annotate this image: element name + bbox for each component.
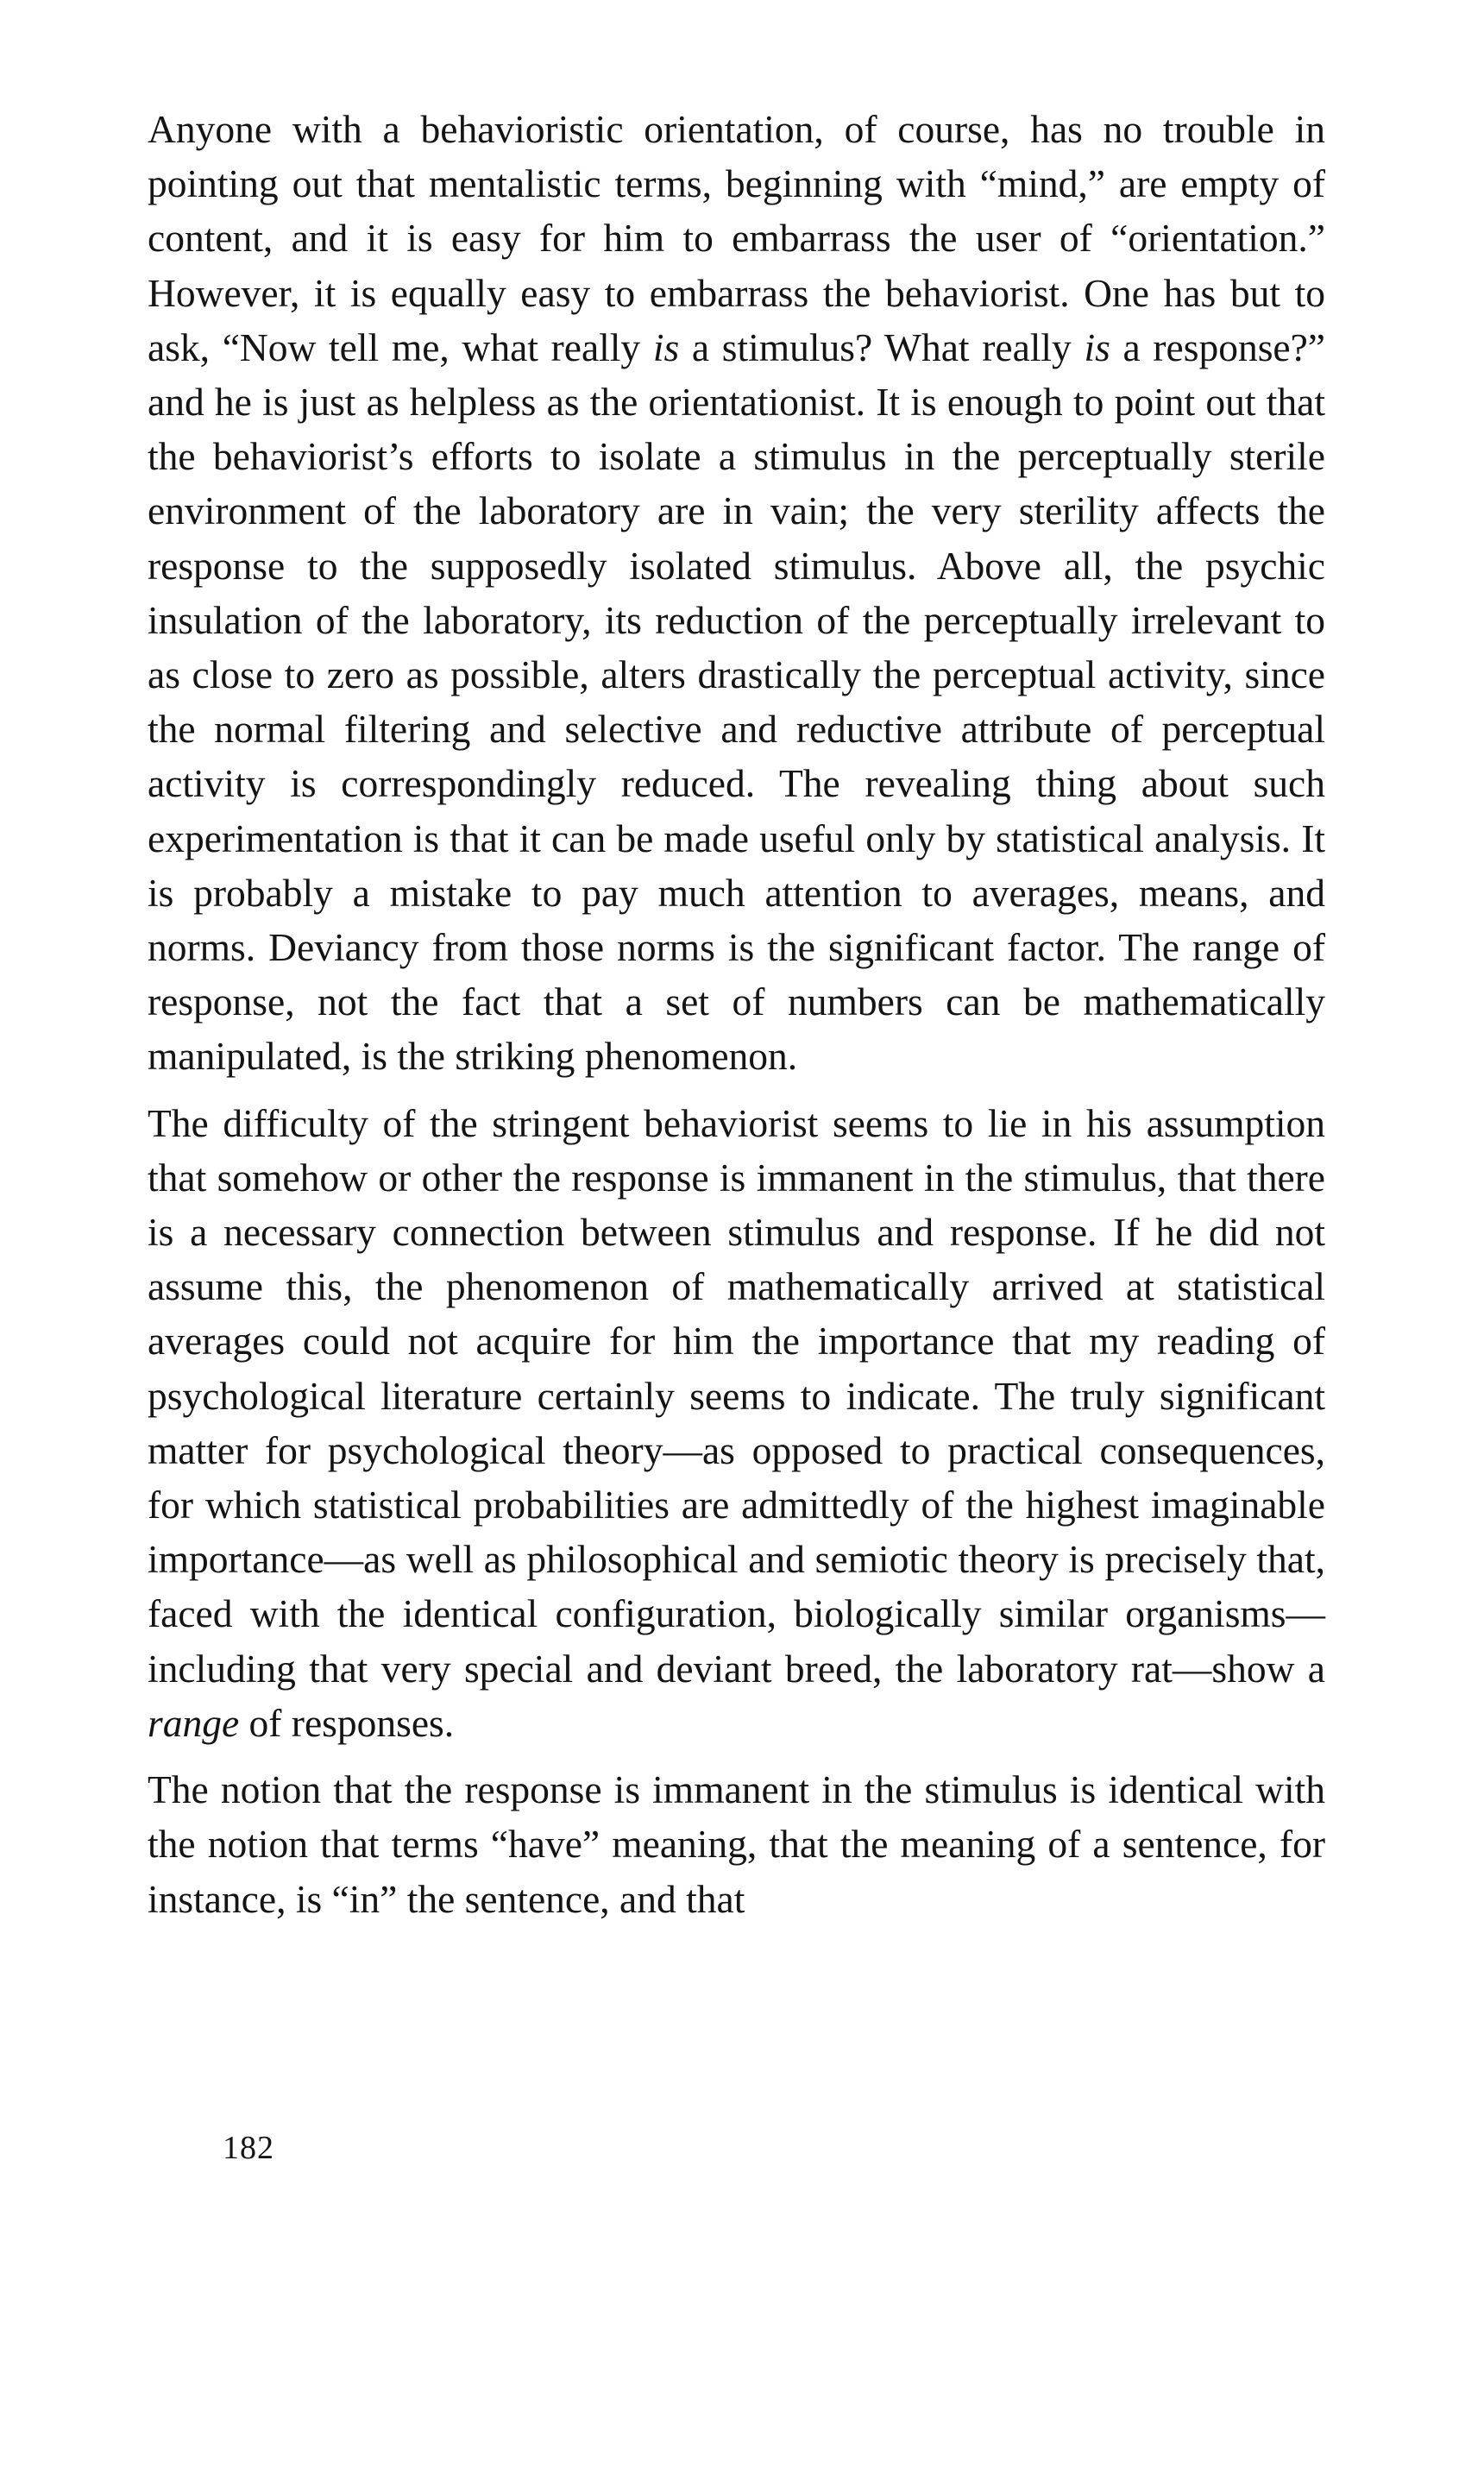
paragraph-3 <box>148 1762 1325 1926</box>
paragraph-2 <box>148 1096 1325 1750</box>
paragraph-2-segment-1: The difficulty of the stringent behaviorist seems to lie in his assumption that somehow or other the response is immanent in the stimulus, that there is a necessary connection between stimulus and response. If he did not assume this, the phenomenon of mathematically arrived at statistical averages could not acquire for him the importance that my reading of psychological literature certainly seems to indicate. The truly significant matter for psychological theory—as opposed to practical consequences, for which statistical probabilities are admittedly of the highest imaginable importance—as well as philosophical and semiotic theory is precisely that, faced with the identical configuration, biologically similar organisms—including that very special and deviant breed, the laboratory rat—show a <box>148 1100 1325 1691</box>
paragraph-1-emphasis-is-1: is <box>652 324 680 369</box>
page-number: 182 <box>223 2130 274 2166</box>
paragraph-1-segment-5: a response?” and he is just as helpless as the orientationist. It is enough to point out that the behaviorist’s efforts to isolate a stimulus in the perceptually sterile environment of the laboratory are in vain; the very sterility affects the response to the supposedly isolated stimulus. Above all, the psychic insulation of the laboratory, its reduction of the perceptually irrelevant to as close to zero as possible, alters drastically the perceptual activity, since the normal filtering and selective and reductive attribute of perceptual activity is correspondingly reduced. The revealing thing about such experimentation is that it can be made useful only by statistical analysis. It is probably a mistake to pay much attention to averages, means, and norms. Deviancy from those norms is the significant factor. The range of response, not the fact that a set of numbers can be mathematically manipulated, is the striking phenomenon. <box>148 324 1325 1079</box>
paragraph-2-segment-3: of responses. <box>239 1700 455 1745</box>
paragraph-2-emphasis-range: range <box>148 1700 240 1745</box>
paragraph-1-segment-3: a stimulus? What really <box>679 324 1085 369</box>
body-text <box>148 102 1325 1938</box>
paragraph-1 <box>148 102 1325 1084</box>
paragraph-1-segment-1: Anyone with a behavioristic orientation, of course, has no trouble in pointing out that mentalistic terms, beginning with “mind,” are empty of content, and it is easy for him to embarrass the user of “orientation.” However, it is equally easy to embarrass the behaviorist. One has but to ask, “Now tell me, what really <box>148 107 1325 369</box>
paragraph-1-emphasis-is-2: is <box>1084 324 1110 369</box>
paragraph-3-segment-1: The notion that the response is immanent in the stimulus is identical with the notion that terms “have” meaning, that the meaning of a sentence, for instance, is “in” the sentence, and that <box>148 1767 1325 1921</box>
